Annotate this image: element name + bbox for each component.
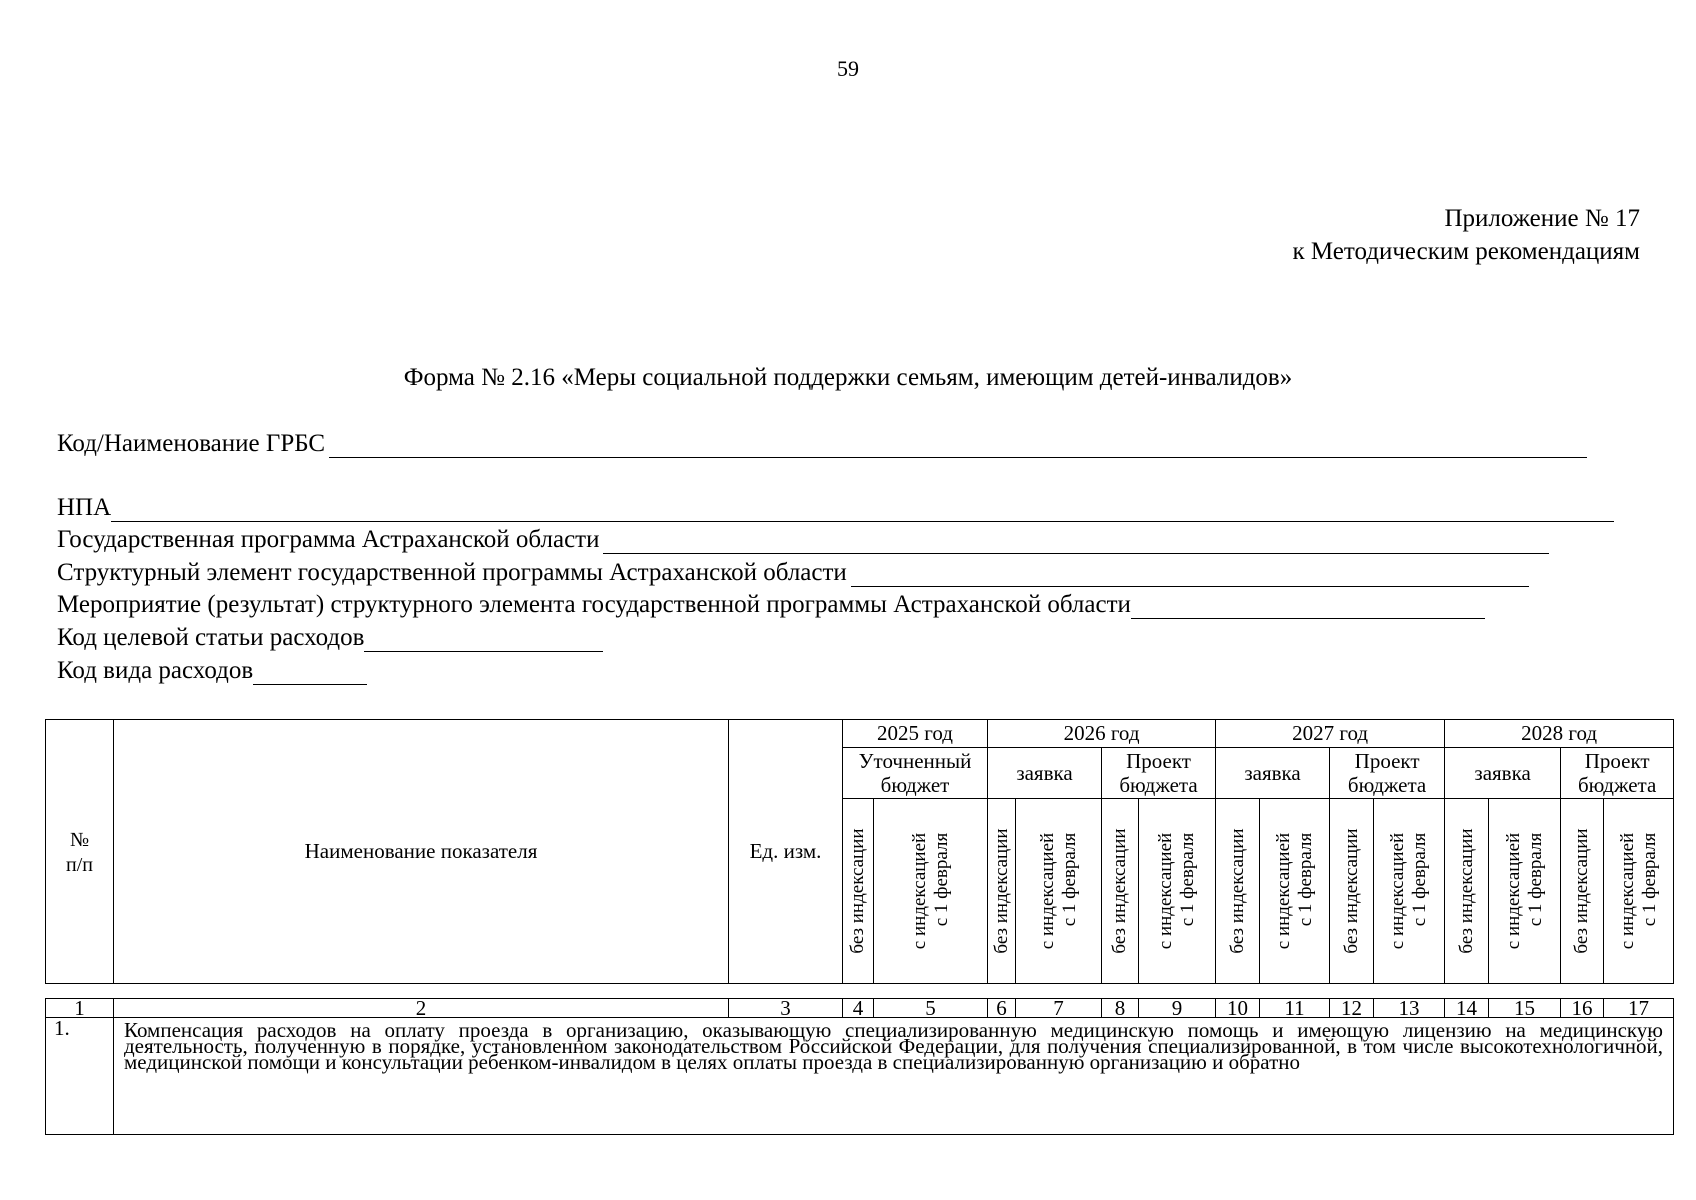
field-program-line[interactable] xyxy=(603,531,1549,554)
col-number: 10 xyxy=(1216,999,1260,1018)
header-with-index xyxy=(1374,799,1445,984)
field-event xyxy=(57,591,1485,619)
no-index-text: без индексации xyxy=(1109,828,1131,954)
header-with-index xyxy=(1260,799,1330,984)
with-index-text xyxy=(1037,833,1081,949)
with-index-line-1: с индексацией xyxy=(1502,832,1524,950)
col-number: 4 xyxy=(843,999,874,1018)
with-index-line-1: с индексацией xyxy=(1616,832,1638,950)
no-index-text: без индексации xyxy=(990,828,1012,954)
appendix-line-1: Приложение № 17 xyxy=(1444,205,1640,232)
header-col-num xyxy=(46,720,114,984)
header-no-index xyxy=(1216,799,1260,984)
header-draft-budget-2026: Проект бюджета xyxy=(1102,748,1216,799)
header-col-num-text: № п/п xyxy=(66,828,93,876)
with-index-line-1: с индексацией xyxy=(908,832,930,950)
header-col-name: Наименование показателя xyxy=(114,720,729,984)
header-draft-budget-2027: Проект бюджета xyxy=(1330,748,1445,799)
field-struct-element xyxy=(57,559,1529,587)
col-number: 17 xyxy=(1604,999,1674,1018)
col-number: 11 xyxy=(1260,999,1330,1018)
with-index-text xyxy=(1617,833,1661,949)
header-col-unit: Ед. изм. xyxy=(729,720,843,984)
field-program-label: Государственная программа Астраханской области xyxy=(57,526,600,553)
header-year-2028: 2028 год xyxy=(1445,720,1674,748)
no-index-text: без индексации xyxy=(1340,828,1362,954)
col-number: 9 xyxy=(1139,999,1216,1018)
with-index-text xyxy=(1387,833,1431,949)
field-grbs xyxy=(57,430,1587,458)
appendix-header xyxy=(1292,202,1640,268)
col-number: 15 xyxy=(1489,999,1561,1018)
no-index-text: без индексации xyxy=(1226,828,1248,954)
field-event-line[interactable] xyxy=(1131,596,1485,619)
header-with-index xyxy=(1604,799,1674,984)
header-request-2026: заявка xyxy=(988,748,1102,799)
header-table xyxy=(45,719,1674,984)
field-npa-label: НПА xyxy=(57,494,112,521)
header-year-2027: 2027 год xyxy=(1216,720,1445,748)
with-index-line-2: с 1 февраля xyxy=(1638,832,1660,927)
table-row xyxy=(46,1018,1674,1135)
field-target-code-label: Код целевой статьи расходов xyxy=(57,624,365,651)
body-table xyxy=(45,998,1674,1135)
col-number: 7 xyxy=(1016,999,1102,1018)
no-index-text: без индексации xyxy=(1571,828,1593,954)
page-number: 59 xyxy=(837,56,859,81)
header-no-index xyxy=(1330,799,1374,984)
field-expense-code-label: Код вида расходов xyxy=(57,657,254,684)
header-no-index xyxy=(1102,799,1139,984)
with-index-text xyxy=(1155,833,1199,949)
with-index-line-1: с индексацией xyxy=(1036,832,1058,950)
header-year-2025: 2025 год xyxy=(843,720,988,748)
header-no-index xyxy=(843,799,874,984)
col-number: 8 xyxy=(1102,999,1139,1018)
col-number: 16 xyxy=(1561,999,1604,1018)
header-with-index xyxy=(874,799,988,984)
col-number: 1 xyxy=(46,999,114,1018)
field-event-label: Мероприятие (результат) структурного элемента государственной программы Астраханской области xyxy=(57,591,1131,618)
field-grbs-label: Код/Наименование ГРБС xyxy=(57,430,326,457)
header-draft-budget-2028: Проект бюджета xyxy=(1561,748,1674,799)
no-index-text: без индексации xyxy=(1455,828,1477,954)
with-index-text xyxy=(1273,833,1317,949)
with-index-line-2: с 1 февраля xyxy=(1524,832,1546,927)
appendix-line-2: к Методическим рекомендациям xyxy=(1292,238,1640,265)
col-number: 6 xyxy=(988,999,1016,1018)
with-index-text xyxy=(1503,833,1547,949)
field-target-code xyxy=(57,624,603,652)
field-expense-code-line[interactable] xyxy=(253,662,367,685)
field-npa xyxy=(57,494,1614,522)
header-no-index xyxy=(1445,799,1489,984)
with-index-line-2: с 1 февраля xyxy=(1058,832,1080,927)
with-index-line-1: с индексацией xyxy=(1387,832,1409,950)
field-program xyxy=(57,526,1549,554)
column-numbers-row xyxy=(46,999,1674,1018)
col-number: 14 xyxy=(1445,999,1489,1018)
with-index-line-1: с индексацией xyxy=(1155,832,1177,950)
header-no-index xyxy=(988,799,1016,984)
with-index-line-1: с индексацией xyxy=(1272,832,1294,950)
field-target-code-line[interactable] xyxy=(364,629,603,652)
row-number: 1. xyxy=(46,1018,114,1135)
with-index-line-2: с 1 февраля xyxy=(930,832,952,927)
header-year-2026: 2026 год xyxy=(988,720,1216,748)
with-index-line-2: с 1 февраля xyxy=(1409,832,1431,927)
header-no-index xyxy=(1561,799,1604,984)
col-number: 2 xyxy=(114,999,729,1018)
no-index-text: без индексации xyxy=(847,828,868,954)
form-title: Форма № 2.16 «Меры социальной поддержки семьям, имеющим детей-инвалидов» xyxy=(403,364,1293,391)
col-number: 5 xyxy=(874,999,988,1018)
with-index-text xyxy=(909,833,953,949)
header-with-index xyxy=(1139,799,1216,984)
field-struct-element-line[interactable] xyxy=(851,564,1529,587)
header-with-index xyxy=(1489,799,1561,984)
field-npa-line[interactable] xyxy=(111,499,1614,522)
header-with-index xyxy=(1016,799,1102,984)
header-refined-budget-2025: Уточненный бюджет xyxy=(843,748,988,799)
with-index-line-2: с 1 февраля xyxy=(1294,832,1316,927)
header-request-2028: заявка xyxy=(1445,748,1561,799)
field-grbs-line[interactable] xyxy=(329,435,1587,458)
field-expense-code xyxy=(57,657,367,685)
field-struct-element-label: Структурный элемент государственной программы Астраханской области xyxy=(57,559,847,586)
col-number: 12 xyxy=(1330,999,1374,1018)
with-index-line-2: с 1 февраля xyxy=(1177,832,1199,927)
row-description: Компенсация расходов на оплату проезда в организацию, оказывающую специализированную медицинскую помощь и имеющую лицензию на медицинскую деятельность, полученную в порядке, установленном законодательством Российской Федерации, для получения специализированной, в том числе высокотехнологичной, медицинской помощи и консультации ребенком-инвалидом в целях оплаты проезда в специализированную организацию и обратно xyxy=(114,1018,1674,1135)
col-number: 13 xyxy=(1374,999,1445,1018)
col-number: 3 xyxy=(729,999,843,1018)
header-request-2027: заявка xyxy=(1216,748,1330,799)
